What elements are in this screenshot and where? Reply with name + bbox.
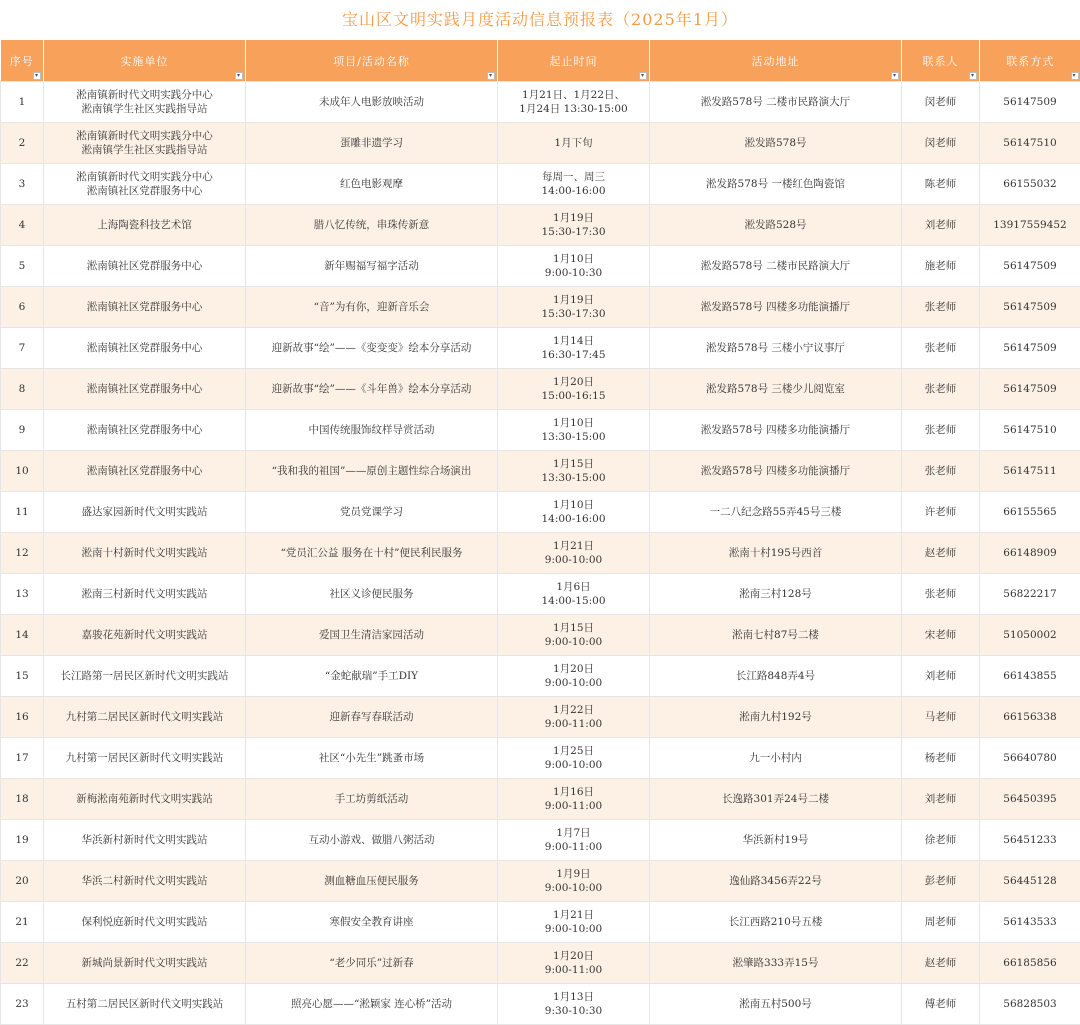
cell-time: 1月21日 9:00-10:00 xyxy=(498,902,650,943)
cell-address: 淞发路578号 四楼多功能演播厅 xyxy=(650,410,902,451)
cell-index: 3 xyxy=(1,164,44,205)
cell-address: 淞发路578号 二楼市民路演大厅 xyxy=(650,246,902,287)
table-row xyxy=(1,656,1080,697)
cell-activity: 党员党课学习 xyxy=(246,492,498,533)
cell-phone: 66143855 xyxy=(980,656,1080,697)
cell-time: 1月9日 9:00-10:00 xyxy=(498,861,650,902)
cell-activity: 测血糖血压便民服务 xyxy=(246,861,498,902)
cell-activity: 照亮心愿——“淞颖家 连心桥”活动 xyxy=(246,984,498,1025)
cell-address: 淞肇路333弄15号 xyxy=(650,943,902,984)
cell-address: 淞南五村500号 xyxy=(650,984,902,1025)
cell-time: 1月10日 14:00-16:00 xyxy=(498,492,650,533)
cell-index: 22 xyxy=(1,943,44,984)
cell-organizer: 淞南镇新时代文明实践分中心 淞南镇社区党群服务中心 xyxy=(44,164,246,205)
cell-activity: 爱国卫生清洁家园活动 xyxy=(246,615,498,656)
header-activity: 项目/活动名称 ▾ xyxy=(246,40,498,82)
table-body xyxy=(1,82,1080,1025)
cell-contact: 闵老师 xyxy=(902,123,980,164)
cell-organizer: 淞南镇社区党群服务中心 xyxy=(44,287,246,328)
cell-address: 淞发路578号 三楼小宁议事厅 xyxy=(650,328,902,369)
cell-time: 1月13日 9:30-10:30 xyxy=(498,984,650,1025)
table-row xyxy=(1,574,1080,615)
cell-organizer: 淞南十村新时代文明实践站 xyxy=(44,533,246,574)
cell-address: 淞南十村195号西首 xyxy=(650,533,902,574)
cell-activity: 寒假安全教育讲座 xyxy=(246,902,498,943)
cell-address: 淞发路528号 xyxy=(650,205,902,246)
cell-index: 12 xyxy=(1,533,44,574)
cell-contact: 张老师 xyxy=(902,410,980,451)
cell-activity: 中国传统服饰纹样导赏活动 xyxy=(246,410,498,451)
cell-contact: 张老师 xyxy=(902,328,980,369)
cell-address: 淞发路578号 二楼市民路演大厅 xyxy=(650,82,902,123)
filter-dropdown-icon[interactable]: ▾ xyxy=(487,72,495,80)
cell-contact: 刘老师 xyxy=(902,205,980,246)
cell-index: 10 xyxy=(1,451,44,492)
cell-organizer: 华浜新村新时代文明实践站 xyxy=(44,820,246,861)
cell-activity: “音”为有你，迎新音乐会 xyxy=(246,287,498,328)
cell-time: 1月15日 13:30-15:00 xyxy=(498,451,650,492)
header-time: 起止时间 ▾ xyxy=(498,40,650,82)
cell-contact: 刘老师 xyxy=(902,656,980,697)
cell-contact: 赵老师 xyxy=(902,533,980,574)
cell-address: 长逸路301弄24号二楼 xyxy=(650,779,902,820)
cell-contact: 马老师 xyxy=(902,697,980,738)
cell-organizer: 嘉骏花苑新时代文明实践站 xyxy=(44,615,246,656)
cell-contact: 赵老师 xyxy=(902,943,980,984)
filter-dropdown-icon[interactable]: ▾ xyxy=(33,72,41,80)
cell-organizer: 淞南镇社区党群服务中心 xyxy=(44,369,246,410)
cell-phone: 56451233 xyxy=(980,820,1080,861)
cell-contact: 张老师 xyxy=(902,369,980,410)
table-row xyxy=(1,123,1080,164)
cell-address: 长江路848弄4号 xyxy=(650,656,902,697)
cell-organizer: 淞南镇社区党群服务中心 xyxy=(44,410,246,451)
cell-time: 1月10日 13:30-15:00 xyxy=(498,410,650,451)
table-row xyxy=(1,369,1080,410)
cell-organizer: 保利悦庭新时代文明实践站 xyxy=(44,902,246,943)
cell-organizer: 九村第一居民区新时代文明实践站 xyxy=(44,738,246,779)
cell-index: 2 xyxy=(1,123,44,164)
filter-dropdown-icon[interactable]: ▾ xyxy=(891,72,899,80)
cell-organizer: 淞南三村新时代文明实践站 xyxy=(44,574,246,615)
cell-organizer: 淞南镇社区党群服务中心 xyxy=(44,328,246,369)
cell-contact: 许老师 xyxy=(902,492,980,533)
cell-activity: “我和我的祖国”——原创主题性综合场演出 xyxy=(246,451,498,492)
cell-address: 淞发路578号 xyxy=(650,123,902,164)
cell-phone: 56450395 xyxy=(980,779,1080,820)
cell-activity: “老少同乐”过新春 xyxy=(246,943,498,984)
cell-contact: 周老师 xyxy=(902,902,980,943)
cell-time: 1月22日 9:00-11:00 xyxy=(498,697,650,738)
cell-organizer: 长江路第一居民区新时代文明实践站 xyxy=(44,656,246,697)
table-row xyxy=(1,697,1080,738)
cell-address: 淞发路578号 三楼少儿阅览室 xyxy=(650,369,902,410)
cell-address: 长江西路210号五楼 xyxy=(650,902,902,943)
header-phone: 联系方式 ▾ xyxy=(980,40,1080,82)
cell-time: 1月25日 9:00-10:00 xyxy=(498,738,650,779)
cell-index: 1 xyxy=(1,82,44,123)
cell-phone: 56147509 xyxy=(980,369,1080,410)
header-index: 序号 ▾ xyxy=(1,40,44,82)
cell-contact: 陈老师 xyxy=(902,164,980,205)
header-contact: 联系人 ▾ xyxy=(902,40,980,82)
cell-organizer: 上海陶瓷科技艺术馆 xyxy=(44,205,246,246)
table-row xyxy=(1,287,1080,328)
cell-phone: 56147510 xyxy=(980,123,1080,164)
cell-activity: “党员汇公益 服务在十村”便民利民服务 xyxy=(246,533,498,574)
cell-index: 15 xyxy=(1,656,44,697)
cell-organizer: 淞南镇新时代文明实践分中心 淞南镇学生社区实践指导站 xyxy=(44,82,246,123)
cell-phone: 56147509 xyxy=(980,82,1080,123)
cell-organizer: 新城尚景新时代文明实践站 xyxy=(44,943,246,984)
cell-contact: 闵老师 xyxy=(902,82,980,123)
cell-address: 九一小村内 xyxy=(650,738,902,779)
page-title: 宝山区文明实践月度活动信息预报表（2025年1月） xyxy=(0,0,1080,40)
cell-index: 11 xyxy=(1,492,44,533)
filter-dropdown-icon[interactable]: ▾ xyxy=(235,72,243,80)
cell-time: 1月20日 15:00-16:15 xyxy=(498,369,650,410)
filter-dropdown-icon[interactable]: ▾ xyxy=(639,72,647,80)
table-row xyxy=(1,410,1080,451)
cell-address: 华浜新村19号 xyxy=(650,820,902,861)
header-organizer: 实施单位 ▾ xyxy=(44,40,246,82)
table-row xyxy=(1,984,1080,1025)
cell-address: 淞南九村192号 xyxy=(650,697,902,738)
cell-organizer: 五村第二居民区新时代文明实践站 xyxy=(44,984,246,1025)
cell-time: 1月21日、1月22日、 1月24日 13:30-15:00 xyxy=(498,82,650,123)
cell-activity: 未成年人电影放映活动 xyxy=(246,82,498,123)
cell-time: 1月14日 16:30-17:45 xyxy=(498,328,650,369)
cell-phone: 56445128 xyxy=(980,861,1080,902)
cell-activity: “金蛇献瑞”手工DIY xyxy=(246,656,498,697)
cell-phone: 13917559452 xyxy=(980,205,1080,246)
cell-activity: 新年赐福写福字活动 xyxy=(246,246,498,287)
cell-address: 逸仙路3456弄22号 xyxy=(650,861,902,902)
cell-phone: 56147510 xyxy=(980,410,1080,451)
filter-dropdown-icon[interactable]: ▾ xyxy=(1071,72,1079,80)
table-row xyxy=(1,492,1080,533)
cell-phone: 66156338 xyxy=(980,697,1080,738)
cell-activity: 迎新春写春联活动 xyxy=(246,697,498,738)
cell-organizer: 淞南镇社区党群服务中心 xyxy=(44,246,246,287)
cell-phone: 66185856 xyxy=(980,943,1080,984)
table-row xyxy=(1,820,1080,861)
cell-time: 1月10日 9:00-10:30 xyxy=(498,246,650,287)
cell-address: 一二八纪念路55弄45号三楼 xyxy=(650,492,902,533)
cell-phone: 56147509 xyxy=(980,328,1080,369)
cell-address: 淞南三村128号 xyxy=(650,574,902,615)
cell-contact: 张老师 xyxy=(902,574,980,615)
cell-time: 1月15日 9:00-10:00 xyxy=(498,615,650,656)
table-row xyxy=(1,164,1080,205)
cell-organizer: 淞南镇新时代文明实践分中心 淞南镇学生社区实践指导站 xyxy=(44,123,246,164)
cell-contact: 彭老师 xyxy=(902,861,980,902)
cell-time: 1月20日 9:00-11:00 xyxy=(498,943,650,984)
cell-time: 1月19日 15:30-17:30 xyxy=(498,287,650,328)
cell-index: 6 xyxy=(1,287,44,328)
table-row xyxy=(1,205,1080,246)
cell-activity: 腊八忆传统，串珠传新意 xyxy=(246,205,498,246)
cell-index: 5 xyxy=(1,246,44,287)
cell-index: 18 xyxy=(1,779,44,820)
cell-activity: 红色电影观摩 xyxy=(246,164,498,205)
cell-contact: 傅老师 xyxy=(902,984,980,1025)
header-address: 活动地址 ▾ xyxy=(650,40,902,82)
cell-address: 淞发路578号 四楼多功能演播厅 xyxy=(650,451,902,492)
cell-contact: 施老师 xyxy=(902,246,980,287)
cell-index: 21 xyxy=(1,902,44,943)
cell-index: 19 xyxy=(1,820,44,861)
cell-index: 14 xyxy=(1,615,44,656)
table-row xyxy=(1,943,1080,984)
cell-time: 1月16日 9:00-11:00 xyxy=(498,779,650,820)
cell-phone: 56147509 xyxy=(980,287,1080,328)
cell-contact: 刘老师 xyxy=(902,779,980,820)
cell-index: 4 xyxy=(1,205,44,246)
cell-index: 13 xyxy=(1,574,44,615)
cell-phone: 56143533 xyxy=(980,902,1080,943)
cell-index: 9 xyxy=(1,410,44,451)
cell-contact: 杨老师 xyxy=(902,738,980,779)
cell-activity: 社区义诊便民服务 xyxy=(246,574,498,615)
cell-phone: 56828503 xyxy=(980,984,1080,1025)
cell-address: 淞发路578号 一楼红色陶瓷馆 xyxy=(650,164,902,205)
cell-time: 1月6日 14:00-15:00 xyxy=(498,574,650,615)
cell-organizer: 盛达家园新时代文明实践站 xyxy=(44,492,246,533)
table-row xyxy=(1,533,1080,574)
cell-activity: 迎新故事“绘”——《变变变》绘本分享活动 xyxy=(246,328,498,369)
cell-organizer: 九村第二居民区新时代文明实践站 xyxy=(44,697,246,738)
activity-table xyxy=(0,40,1080,1025)
table-row xyxy=(1,451,1080,492)
cell-index: 16 xyxy=(1,697,44,738)
cell-organizer: 华浜二村新时代文明实践站 xyxy=(44,861,246,902)
cell-index: 17 xyxy=(1,738,44,779)
cell-phone: 66155565 xyxy=(980,492,1080,533)
cell-address: 淞南七村87号二楼 xyxy=(650,615,902,656)
cell-contact: 徐老师 xyxy=(902,820,980,861)
cell-phone: 51050002 xyxy=(980,615,1080,656)
table-row xyxy=(1,902,1080,943)
cell-phone: 56822217 xyxy=(980,574,1080,615)
cell-index: 20 xyxy=(1,861,44,902)
cell-organizer: 淞南镇社区党群服务中心 xyxy=(44,451,246,492)
cell-time: 1月19日 15:30-17:30 xyxy=(498,205,650,246)
cell-phone: 66155032 xyxy=(980,164,1080,205)
cell-address: 淞发路578号 四楼多功能演播厅 xyxy=(650,287,902,328)
cell-time: 1月20日 9:00-10:00 xyxy=(498,656,650,697)
cell-activity: 蛋雕非遗学习 xyxy=(246,123,498,164)
table-row xyxy=(1,246,1080,287)
cell-phone: 56640780 xyxy=(980,738,1080,779)
table-row xyxy=(1,82,1080,123)
table-row xyxy=(1,779,1080,820)
cell-time: 1月21日 9:00-10:00 xyxy=(498,533,650,574)
cell-contact: 张老师 xyxy=(902,287,980,328)
cell-phone: 56147509 xyxy=(980,246,1080,287)
cell-phone: 66148909 xyxy=(980,533,1080,574)
cell-organizer: 新梅淞南苑新时代文明实践站 xyxy=(44,779,246,820)
filter-dropdown-icon[interactable]: ▾ xyxy=(969,72,977,80)
cell-contact: 宋老师 xyxy=(902,615,980,656)
cell-time: 1月下旬 xyxy=(498,123,650,164)
cell-contact: 张老师 xyxy=(902,451,980,492)
table-row xyxy=(1,861,1080,902)
cell-time: 1月7日 9:00-11:00 xyxy=(498,820,650,861)
cell-phone: 56147511 xyxy=(980,451,1080,492)
cell-index: 23 xyxy=(1,984,44,1025)
table-row xyxy=(1,328,1080,369)
cell-activity: 迎新故事“绘”——《斗年兽》绘本分享活动 xyxy=(246,369,498,410)
cell-activity: 手工坊剪纸活动 xyxy=(246,779,498,820)
cell-index: 8 xyxy=(1,369,44,410)
cell-activity: 互动小游戏、做腊八粥活动 xyxy=(246,820,498,861)
cell-activity: 社区“小先生”跳蚤市场 xyxy=(246,738,498,779)
table-row xyxy=(1,615,1080,656)
header-row xyxy=(1,40,1080,82)
cell-index: 7 xyxy=(1,328,44,369)
table-row xyxy=(1,738,1080,779)
cell-time: 每周一、周三 14:00-16:00 xyxy=(498,164,650,205)
